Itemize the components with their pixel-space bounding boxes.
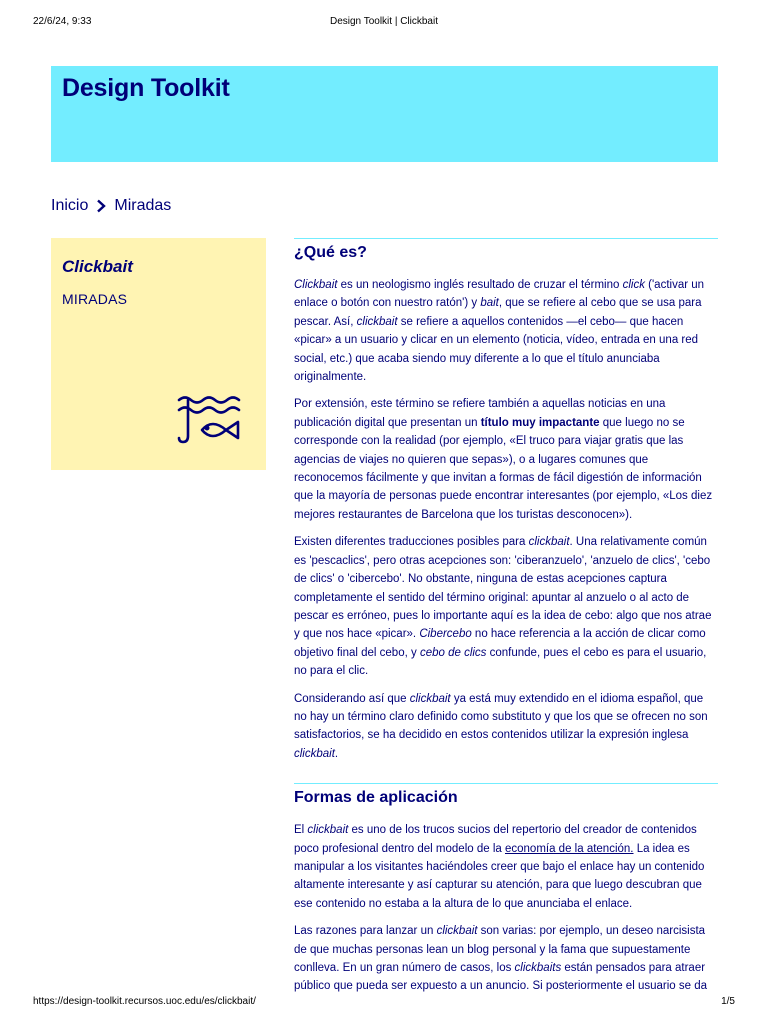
paragraph bbox=[294, 533, 718, 680]
paragraph bbox=[294, 821, 718, 913]
paragraph bbox=[294, 395, 718, 524]
print-page-number: 1/5 bbox=[721, 996, 735, 1007]
print-header bbox=[0, 16, 768, 30]
print-url: https://design-toolkit.recursos.uoc.edu/es/clickbait/ bbox=[33, 996, 256, 1007]
text: , que se refiere al cebo que se usa para pescar. Así, bbox=[294, 297, 702, 328]
print-datetime: 22/6/24, 9:33 bbox=[33, 16, 92, 27]
text: Existen diferentes traducciones posibles para bbox=[294, 536, 529, 549]
term-italic: Cibercebo bbox=[419, 628, 472, 641]
paragraph bbox=[294, 276, 718, 386]
text: es un neologismo inglés resultado de cruzar el término bbox=[337, 279, 623, 291]
main-content bbox=[294, 238, 718, 996]
text: son varias: por ejemplo, un deseo narcisista de que muchas personas lean un blog personal y la fama que supuestamente conlleva. En un gran número de casos, los bbox=[294, 925, 706, 974]
section-divider bbox=[294, 238, 718, 239]
text: Considerando así que bbox=[294, 692, 410, 705]
text: ('activar un enlace o botón con nuestro ratón') y bbox=[294, 279, 705, 310]
text: ya está muy extendido en el idioma español, que no hay un término claro definido como substituto y que los que se ofrecen no son satisfactorios, se ha decidido en estos contenidos utilizar la expresión inglesa bbox=[294, 692, 708, 742]
section-title-formas: Formas de aplicación bbox=[294, 789, 458, 807]
term-italic: bait bbox=[480, 297, 499, 310]
text: es uno de los trucos sucios del repertorio del creador de contenidos poco profesional dentro del modelo de la bbox=[294, 824, 697, 855]
text: Por extensión, este término se refiere también a aquellas noticias en una publicación digital que presentan un bbox=[294, 398, 666, 429]
text: que luego no se corresponde con la realidad (por ejemplo, «El truco para viajar gratis que las agencias de viajes no quieren que sepas»), o a lugares comunes que reconocemos fácilmente y que invitan a formas de fácil digestión de información que la mayoría de personas puede encontrar interesantes (por ejemplo, «Los diez mejores restaurantes de Barcelona que los turistas desconocen»). bbox=[294, 416, 713, 521]
text: . bbox=[334, 747, 339, 760]
site-brand-link[interactable]: Design Toolkit bbox=[62, 74, 230, 102]
paragraph bbox=[294, 922, 718, 996]
section-title-que-es: ¿Qué es? bbox=[294, 244, 367, 261]
term-italic: cebo de clics bbox=[419, 646, 487, 659]
paragraph bbox=[294, 690, 718, 764]
breadcrumb-home-link[interactable]: Inicio bbox=[51, 197, 89, 214]
print-doc-title: Design Toolkit | Clickbait bbox=[329, 16, 438, 27]
term-italic: clickbait bbox=[409, 692, 451, 705]
text: no hace referencia a la acción de clicar como objetivo final del cebo, y bbox=[294, 628, 706, 659]
card-category: MIRADAS bbox=[62, 291, 128, 307]
topic-card bbox=[51, 238, 266, 470]
economia-atencion-link[interactable]: economía de la atención. bbox=[504, 842, 634, 855]
breadcrumb bbox=[51, 196, 171, 216]
text: El bbox=[294, 824, 308, 837]
chevron-right-icon bbox=[96, 199, 106, 213]
term-italic: clickbait bbox=[294, 747, 335, 760]
term-bold: título muy impactante bbox=[480, 416, 600, 429]
text: . Una relativamente común es 'pescaclics', pero otras acepciones son: 'ciberanzuelo', 'anzuelo de clics', 'cebo de clics' o 'cibercebo'. No obstante, ninguna de estas acepciones captura completamente el sentido del término original: apuntar al anzuelo o al acto de pescar es erróneo, pues lo importante aquí es la idea de cebo: algo que nos atrae y que nos hace «picar». bbox=[294, 536, 712, 641]
term-italic: click bbox=[622, 279, 645, 291]
text: se refiere a aquellos contenidos —el cebo— que hacen «picar» a un usuario y clicar en un elemento (noticia, vídeo, entrada en una red social, etc.) que acaba siendo muy diferente a lo que el título anunciaba originalmente. bbox=[294, 315, 699, 384]
term-italic: clickbait bbox=[356, 315, 398, 328]
term-italic: clickbait bbox=[436, 925, 478, 938]
breadcrumb-current-link[interactable]: Miradas bbox=[114, 197, 172, 214]
section-divider bbox=[294, 783, 718, 784]
card-title: Clickbait bbox=[62, 257, 133, 276]
text: La idea es manipular a los visitantes haciéndoles creer que bajo el enlace hay un contenido altamente interesante y así capturar su atención, para que luego descubran que ese contenido no estaba a la altura de lo que anunciaba el enlace. bbox=[294, 842, 705, 910]
text: confunde, pues el cebo es para el usuario, no para el clic. bbox=[294, 646, 707, 678]
term-italic: clickbait bbox=[528, 536, 570, 549]
text: están pensados para atraer público que pueda ser expuesto a un anuncio. Si posteriormente el usuario se da bbox=[294, 962, 707, 993]
site-banner bbox=[51, 66, 718, 162]
fish-hook-waves-icon bbox=[176, 394, 246, 450]
term-italic: Clickbait bbox=[294, 279, 338, 291]
text: Las razones para lanzar un bbox=[294, 925, 437, 938]
term-italic: clickbaits bbox=[514, 962, 562, 974]
print-footer bbox=[0, 996, 768, 1010]
term-italic: clickbait bbox=[307, 824, 349, 837]
